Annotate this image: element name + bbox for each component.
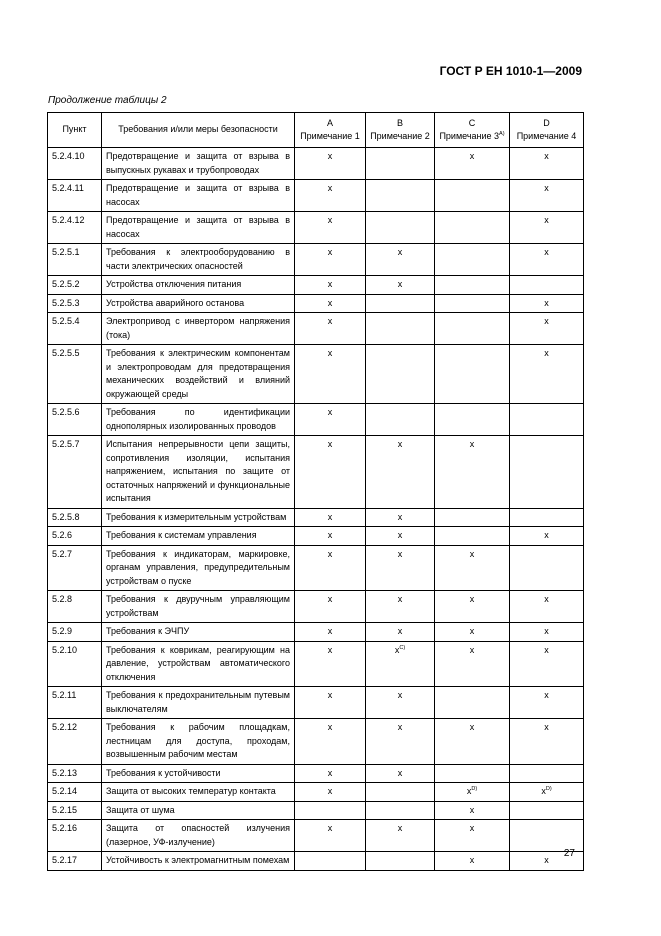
mark-cell-a xyxy=(295,545,366,591)
mark-cell-d-value: x xyxy=(544,530,549,540)
column-header-d-letter: D xyxy=(543,117,550,128)
mark-cell-a-value: x xyxy=(327,594,333,604)
table-row xyxy=(48,508,584,527)
requirement-cell-value: Требования к предохранительным путевым выключателям xyxy=(106,690,290,714)
requirement-cell-value: Защита от высоких температур контакта xyxy=(106,786,276,796)
mark-cell-b xyxy=(366,527,435,546)
table-row xyxy=(48,719,584,765)
mark-cell-a-value: x xyxy=(327,548,333,559)
item-cell xyxy=(48,783,102,802)
table-row xyxy=(48,801,584,820)
mark-cell-a-value: x xyxy=(327,767,333,778)
mark-cell-a xyxy=(295,719,366,765)
requirement-cell xyxy=(102,801,295,820)
mark-cell-b xyxy=(366,719,435,765)
mark-cell-d-value: x xyxy=(544,722,549,732)
mark-cell-a xyxy=(295,852,366,871)
item-cell xyxy=(48,436,102,509)
item-cell-value: 5.2.17 xyxy=(52,855,78,865)
mark-cell-c-value: x xyxy=(469,626,475,636)
item-cell-value: 5.2.13 xyxy=(52,767,78,778)
mark-cell-c xyxy=(435,313,510,345)
column-header-d-note: Примечание 4 xyxy=(516,131,577,141)
mark-cell-a xyxy=(295,508,366,527)
requirement-cell-value: Требования к электрооборудованию в части электрических опасностей xyxy=(106,247,290,271)
item-cell-value: 5.2.4.12 xyxy=(52,215,85,225)
requirement-cell-value: Предотвращение и защита от взрыва в выпускных рукавах и трубопроводах xyxy=(106,151,290,175)
mark-cell-c-value: x xyxy=(469,804,475,815)
mark-cell-d xyxy=(510,719,584,765)
requirement-cell xyxy=(102,404,295,436)
mark-cell-d xyxy=(510,404,584,436)
mark-cell-a xyxy=(295,313,366,345)
mark-cell-b xyxy=(366,436,435,509)
table-row xyxy=(48,294,584,313)
item-cell xyxy=(48,591,102,623)
mark-cell-c xyxy=(435,180,510,212)
item-cell-value: 5.2.5.2 xyxy=(52,279,80,289)
mark-cell-b xyxy=(366,313,435,345)
mark-cell-a-value: x xyxy=(327,786,333,796)
requirement-cell-value: Требования к коврикам, реагирующим на давление, устройствам автоматического отключения xyxy=(106,644,290,682)
mark-cell-c xyxy=(435,852,510,871)
item-cell-value: 5.2.8 xyxy=(52,594,73,604)
item-cell xyxy=(48,623,102,642)
mark-cell-d xyxy=(510,313,584,345)
mark-cell-d xyxy=(510,783,584,802)
mark-cell-b-value: x xyxy=(397,594,403,604)
mark-cell-b xyxy=(366,404,435,436)
mark-cell-a-value: x xyxy=(327,407,333,417)
mark-cell-c xyxy=(435,508,510,527)
mark-cell-b xyxy=(366,820,435,852)
item-cell xyxy=(48,345,102,404)
mark-cell-c xyxy=(435,764,510,783)
item-cell xyxy=(48,244,102,276)
requirement-cell-value: Предотвращение и защита от взрыва в насосах xyxy=(106,183,290,207)
requirement-cell xyxy=(102,313,295,345)
requirement-cell xyxy=(102,527,295,546)
item-cell-value: 5.2.16 xyxy=(52,823,78,833)
table-row xyxy=(48,641,584,687)
mark-cell-a xyxy=(295,783,366,802)
mark-cell-a xyxy=(295,180,366,212)
item-cell-value: 5.2.11 xyxy=(52,690,77,700)
item-cell xyxy=(48,545,102,591)
mark-cell-d-value: x xyxy=(544,626,549,636)
table-row xyxy=(48,436,584,509)
mark-cell-c xyxy=(435,623,510,642)
requirement-cell-value: Требования к рабочим площадкам, лестницам для доступа, проходам, возвышенным рабочим местам xyxy=(106,722,290,759)
mark-cell-c-value: x xyxy=(466,786,472,796)
table-row xyxy=(48,623,584,642)
mark-cell-b-value: x xyxy=(397,626,403,636)
column-header-a-note: Примечание 1 xyxy=(300,131,360,141)
mark-cell-d xyxy=(510,764,584,783)
mark-cell-b xyxy=(366,276,435,295)
mark-cell-a xyxy=(295,212,366,244)
table-row xyxy=(48,345,584,404)
mark-cell-d xyxy=(510,508,584,527)
mark-cell-c-value: x xyxy=(469,151,475,161)
mark-cell-d-value: x xyxy=(544,183,549,193)
mark-cell-a xyxy=(295,623,366,642)
mark-cell-a xyxy=(295,294,366,313)
mark-cell-b xyxy=(366,545,435,591)
mark-cell-d xyxy=(510,623,584,642)
item-cell xyxy=(48,148,102,180)
mark-cell-b-value: x xyxy=(394,644,400,655)
column-header-b-letter: B xyxy=(396,117,403,128)
mark-cell-b xyxy=(366,852,435,871)
mark-cell-c xyxy=(435,783,510,802)
mark-cell-d xyxy=(510,294,584,313)
mark-cell-d-value: x xyxy=(544,348,549,358)
mark-cell-c-value: x xyxy=(469,855,475,865)
item-cell xyxy=(48,404,102,436)
requirement-cell xyxy=(102,276,295,295)
mark-cell-a xyxy=(295,436,366,509)
requirement-cell-value: Защита от опасностей излучения (лазерное, УФ-излучение) xyxy=(106,823,290,847)
mark-cell-c xyxy=(435,687,510,719)
column-header-b xyxy=(366,113,435,148)
mark-cell-b-value: x xyxy=(397,247,403,257)
table-row xyxy=(48,276,584,295)
requirement-cell xyxy=(102,545,295,591)
item-cell-value: 5.2.6 xyxy=(52,530,73,540)
mark-cell-a-value: x xyxy=(327,247,333,257)
requirement-cell-value: Электропривод с инвертором напряжения (тока) xyxy=(106,316,290,340)
column-header-d xyxy=(510,113,584,148)
mark-cell-a-value: x xyxy=(327,644,333,655)
table-caption: Продолжение таблицы 2 xyxy=(48,95,167,106)
requirement-cell xyxy=(102,641,295,687)
column-header-c-note xyxy=(439,130,505,144)
mark-cell-a-value: x xyxy=(327,297,333,308)
footnote-ref: C) xyxy=(399,644,406,651)
table-header-row xyxy=(48,113,584,148)
requirement-cell-value: Предотвращение и защита от взрыва в насосах xyxy=(106,215,290,239)
column-header-c-note-text: Примечание 3 xyxy=(439,131,500,141)
requirement-cell xyxy=(102,180,295,212)
mark-cell-c xyxy=(435,244,510,276)
item-cell xyxy=(48,641,102,687)
item-cell-value: 5.2.10 xyxy=(52,644,78,655)
requirement-cell xyxy=(102,345,295,404)
table-row xyxy=(48,852,584,871)
mark-cell-b xyxy=(366,591,435,623)
footnote-ref: D) xyxy=(471,786,478,792)
item-cell-value: 5.2.5.5 xyxy=(52,348,80,358)
mark-cell-b-value: x xyxy=(397,690,403,700)
mark-cell-b-value: x xyxy=(397,279,403,289)
item-cell-value: 5.2.14 xyxy=(52,786,78,796)
requirement-cell xyxy=(102,294,295,313)
item-cell xyxy=(48,852,102,871)
mark-cell-a xyxy=(295,404,366,436)
requirement-cell xyxy=(102,244,295,276)
mark-cell-b-value: x xyxy=(397,439,403,449)
item-cell-value: 5.2.5.6 xyxy=(52,407,80,417)
mark-cell-d xyxy=(510,244,584,276)
mark-cell-a-value: x xyxy=(327,530,333,540)
mark-cell-c xyxy=(435,591,510,623)
mark-cell-d xyxy=(510,345,584,404)
mark-cell-b xyxy=(366,294,435,313)
mark-cell-c-value: x xyxy=(469,722,475,732)
mark-cell-c xyxy=(435,719,510,765)
item-cell xyxy=(48,801,102,820)
mark-cell-b xyxy=(366,801,435,820)
mark-cell-a-value: x xyxy=(327,279,333,289)
mark-cell-c-value: x xyxy=(469,594,475,604)
mark-cell-a-value: x xyxy=(327,348,333,358)
item-cell xyxy=(48,764,102,783)
mark-cell-c-value: x xyxy=(469,823,475,833)
item-cell-value: 5.2.12 xyxy=(52,722,78,732)
requirement-cell xyxy=(102,820,295,852)
mark-cell-b xyxy=(366,212,435,244)
requirements-table xyxy=(47,112,584,871)
mark-cell-d-value: x xyxy=(544,316,549,326)
table-row xyxy=(48,783,584,802)
mark-cell-d-value: x xyxy=(544,690,549,700)
mark-cell-a-value: x xyxy=(327,722,333,732)
mark-cell-a xyxy=(295,764,366,783)
mark-cell-a-value: x xyxy=(327,151,333,161)
item-cell-value: 5.2.15 xyxy=(52,804,78,815)
item-cell xyxy=(48,508,102,527)
mark-cell-c xyxy=(435,820,510,852)
mark-cell-c xyxy=(435,276,510,295)
mark-cell-a-value: x xyxy=(327,511,333,522)
mark-cell-b xyxy=(366,783,435,802)
column-header-c-letter: C xyxy=(468,117,476,128)
requirement-cell xyxy=(102,783,295,802)
mark-cell-c-value: x xyxy=(469,644,475,655)
requirement-cell-value: Требования к устойчивости xyxy=(106,767,221,778)
requirement-cell-value: Требования к измерительным устройствам xyxy=(106,511,287,522)
mark-cell-b-value: x xyxy=(397,722,403,732)
document-code: ГОСТ Р ЕН 1010-1—2009 xyxy=(439,64,582,78)
mark-cell-b-value: x xyxy=(397,530,403,540)
item-cell-value: 5.2.5.3 xyxy=(52,297,80,308)
requirement-cell xyxy=(102,591,295,623)
mark-cell-b xyxy=(366,623,435,642)
mark-cell-d-value: x xyxy=(544,855,549,865)
mark-cell-c-value: x xyxy=(469,439,475,449)
mark-cell-a-value: x xyxy=(327,215,333,225)
table-row xyxy=(48,404,584,436)
requirement-cell-value: Защита от шума xyxy=(106,804,175,815)
mark-cell-c xyxy=(435,527,510,546)
column-header-c-footnote: A) xyxy=(499,131,505,137)
requirement-cell-value: Устройства отключения питания xyxy=(106,279,242,289)
requirement-cell-value: Устройства аварийного останова xyxy=(106,297,245,308)
mark-cell-a xyxy=(295,820,366,852)
mark-cell-a-value: x xyxy=(327,823,333,833)
mark-cell-c xyxy=(435,801,510,820)
requirement-cell xyxy=(102,148,295,180)
requirement-cell-value: Требования к двуручным управляющим устройствам xyxy=(106,594,290,618)
mark-cell-b xyxy=(366,148,435,180)
mark-cell-b xyxy=(366,345,435,404)
item-cell-value: 5.2.9 xyxy=(52,626,73,636)
mark-cell-a xyxy=(295,244,366,276)
mark-cell-a xyxy=(295,801,366,820)
mark-cell-a xyxy=(295,641,366,687)
mark-cell-d-value: x xyxy=(544,297,549,308)
column-header-a xyxy=(295,113,366,148)
table-row xyxy=(48,244,584,276)
column-header-c xyxy=(435,113,510,148)
footnote-ref: D) xyxy=(545,786,552,792)
mark-cell-d xyxy=(510,148,584,180)
mark-cell-d xyxy=(510,820,584,852)
mark-cell-c xyxy=(435,641,510,687)
mark-cell-a-value: x xyxy=(327,439,333,449)
table-row xyxy=(48,313,584,345)
table-row xyxy=(48,148,584,180)
requirement-cell-value: Требования к системам управления xyxy=(106,530,257,540)
requirement-cell xyxy=(102,764,295,783)
requirement-cell-value: Требования к электрическим компонентам и электропроводам для предотвращения механических воздействий и влияний окружающей среды xyxy=(106,348,290,399)
item-cell-value: 5.2.4.10 xyxy=(52,151,85,161)
item-cell-value: 5.2.5.7 xyxy=(52,439,80,449)
table-row xyxy=(48,180,584,212)
table-row xyxy=(48,764,584,783)
item-cell-value: 5.2.5.1 xyxy=(52,247,80,257)
mark-cell-c xyxy=(435,436,510,509)
mark-cell-c xyxy=(435,294,510,313)
item-cell xyxy=(48,719,102,765)
mark-cell-c xyxy=(435,404,510,436)
column-header-b-note: Примечание 2 xyxy=(370,131,430,141)
mark-cell-a-value: x xyxy=(327,183,333,193)
table-row xyxy=(48,591,584,623)
column-header-item: Пункт xyxy=(48,113,102,148)
item-cell xyxy=(48,294,102,313)
mark-cell-d-value: x xyxy=(541,786,546,796)
requirement-cell xyxy=(102,852,295,871)
item-cell-value: 5.2.5.4 xyxy=(52,316,80,326)
table-row xyxy=(48,687,584,719)
item-cell-value: 5.2.7 xyxy=(52,548,73,559)
mark-cell-c-value: x xyxy=(469,548,475,559)
mark-cell-c xyxy=(435,545,510,591)
requirement-cell xyxy=(102,719,295,765)
mark-cell-b xyxy=(366,764,435,783)
mark-cell-a xyxy=(295,687,366,719)
mark-cell-a xyxy=(295,527,366,546)
table-body xyxy=(48,148,584,871)
mark-cell-b xyxy=(366,508,435,527)
mark-cell-d xyxy=(510,180,584,212)
mark-cell-b-value: x xyxy=(397,548,403,559)
mark-cell-d xyxy=(510,801,584,820)
mark-cell-a-value: x xyxy=(327,690,333,700)
mark-cell-d xyxy=(510,641,584,687)
mark-cell-b xyxy=(366,687,435,719)
item-cell-value: 5.2.5.8 xyxy=(52,511,80,522)
column-header-requirements: Требования и/или меры безопасности xyxy=(102,113,295,148)
requirement-cell xyxy=(102,212,295,244)
mark-cell-a-value: x xyxy=(327,626,333,636)
mark-cell-a xyxy=(295,591,366,623)
table-row xyxy=(48,212,584,244)
table-row xyxy=(48,527,584,546)
requirement-cell xyxy=(102,436,295,509)
mark-cell-b-value: x xyxy=(397,767,403,778)
mark-cell-d xyxy=(510,276,584,295)
mark-cell-b-value: x xyxy=(397,823,403,833)
mark-cell-d xyxy=(510,436,584,509)
requirement-cell xyxy=(102,687,295,719)
mark-cell-c xyxy=(435,212,510,244)
mark-cell-c xyxy=(435,345,510,404)
table-row xyxy=(48,545,584,591)
mark-cell-a xyxy=(295,345,366,404)
mark-cell-d xyxy=(510,591,584,623)
mark-cell-d-value: x xyxy=(544,594,549,604)
requirement-cell-value: Требования по идентификации однополярных изолированных проводов xyxy=(106,407,290,431)
mark-cell-d-value: x xyxy=(544,644,549,655)
item-cell xyxy=(48,313,102,345)
mark-cell-b xyxy=(366,641,435,687)
mark-cell-b xyxy=(366,180,435,212)
column-header-a-letter: A xyxy=(326,117,333,128)
item-cell xyxy=(48,212,102,244)
mark-cell-b xyxy=(366,244,435,276)
mark-cell-c xyxy=(435,148,510,180)
mark-cell-a-value: x xyxy=(327,316,333,326)
mark-cell-d xyxy=(510,527,584,546)
requirement-cell-value: Устойчивость к электромагнитным помехам xyxy=(106,855,290,865)
mark-cell-a xyxy=(295,148,366,180)
requirement-cell xyxy=(102,623,295,642)
mark-cell-b-value: x xyxy=(397,511,403,522)
item-cell xyxy=(48,180,102,212)
requirement-cell-value: Испытания непрерывности цепи защиты, сопротивления изоляции, испытания напряжением, испытания по защите от остаточных напряжений и функциональные испытания xyxy=(106,439,290,503)
page-number: 27 xyxy=(563,848,575,859)
mark-cell-d-value: x xyxy=(544,151,549,161)
mark-cell-d-value: x xyxy=(544,247,549,257)
requirement-cell-value: Требования к ЭЧПУ xyxy=(106,626,190,636)
table-row xyxy=(48,820,584,852)
item-cell-value: 5.2.4.11 xyxy=(52,183,84,193)
item-cell xyxy=(48,527,102,546)
requirement-cell xyxy=(102,508,295,527)
mark-cell-d xyxy=(510,212,584,244)
mark-cell-d xyxy=(510,545,584,591)
item-cell xyxy=(48,276,102,295)
mark-cell-d-value: x xyxy=(544,215,549,225)
requirement-cell-value: Требования к индикаторам, маркировке, органам управления, предупредительным устройствам о пуске xyxy=(106,548,290,586)
mark-cell-a xyxy=(295,276,366,295)
mark-cell-d xyxy=(510,687,584,719)
item-cell xyxy=(48,820,102,852)
item-cell xyxy=(48,687,102,719)
